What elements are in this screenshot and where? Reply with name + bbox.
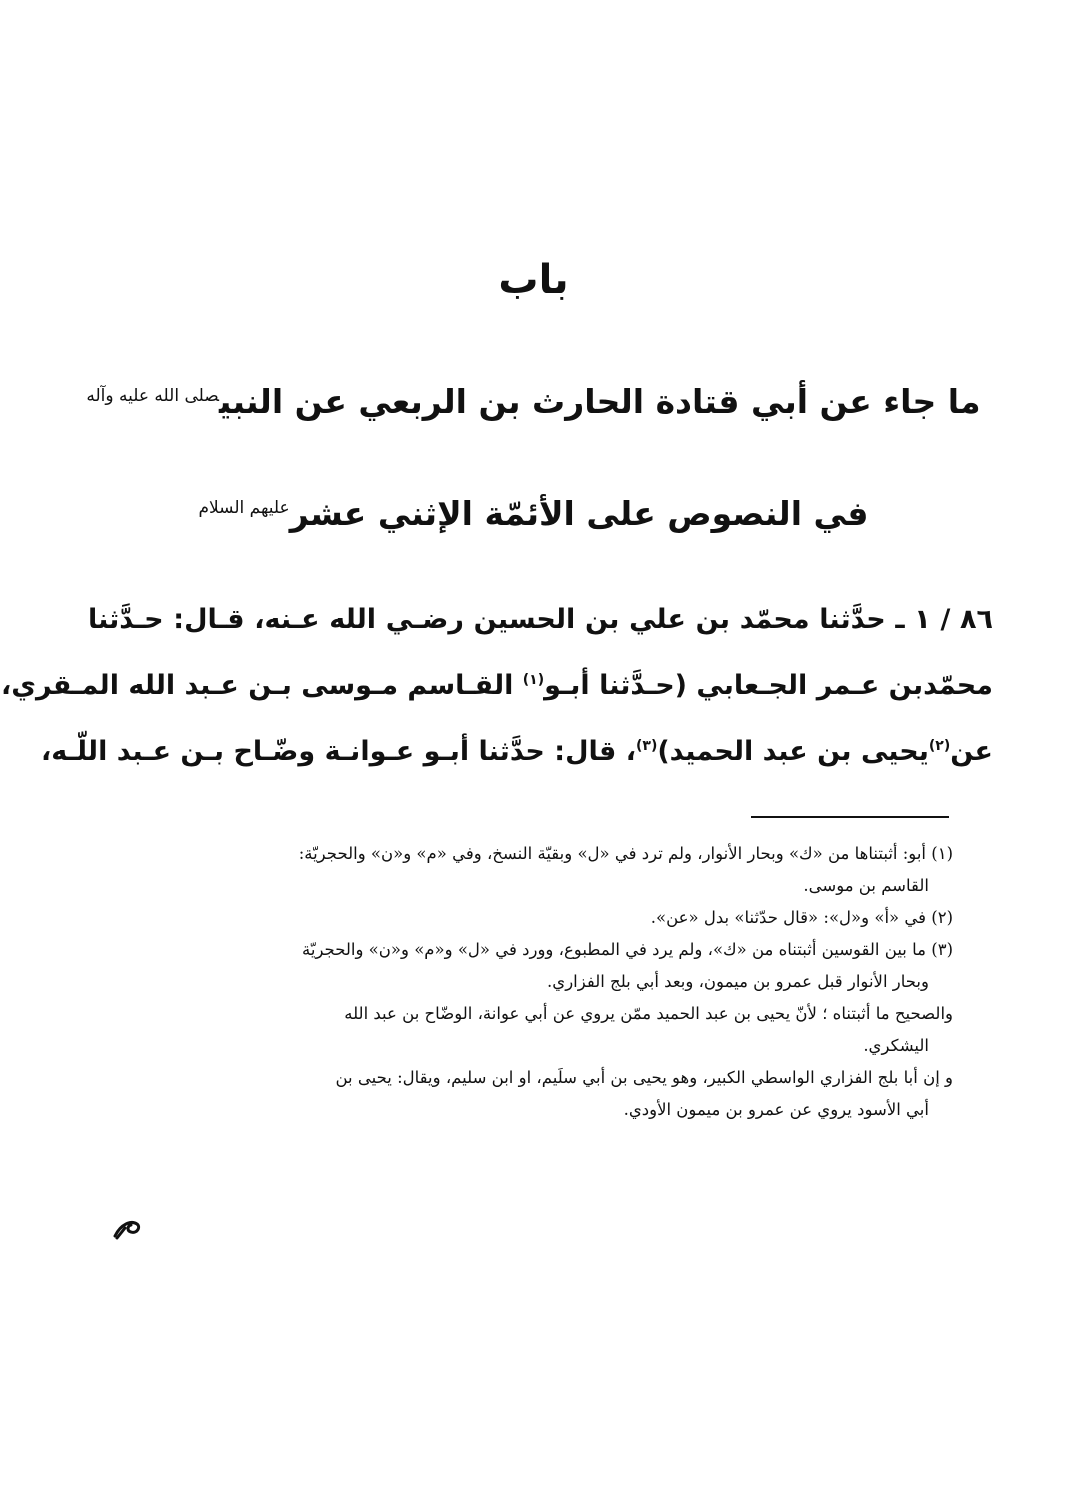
footnote-1-continuation: القاسم بن موسى. xyxy=(803,876,929,895)
footnote-3-note-a xyxy=(88,998,953,1062)
footnotes xyxy=(88,838,953,1126)
footnote-3-note-b-text: و إن أبا بلج الفزاري الواسطي الكبير، وهو يحيى بن أبي سلَيم، او ابن سليم، ويقال: يحيى بن xyxy=(335,1068,953,1087)
hadith-line-1: ٨٦ / ١ ـ حدَّثنا محمّد بن علي بن الحسين رضـي الله عـنه، قـال: حـدَّثنا xyxy=(88,604,993,635)
footnote-divider xyxy=(751,816,949,818)
page-end-ornament-icon xyxy=(107,1206,147,1246)
footnote-3-note-b-continuation: أبي الأسود يروي عن عمرو بن ميمون الأودي. xyxy=(623,1100,929,1119)
hadith-line-3-part-1: عن xyxy=(950,736,993,767)
chapter-title-text-2: في النصوص على الأئمّة الإثني عشر xyxy=(289,494,869,533)
footnote-3-continuation: وبحار الأنوار قبل عمرو بن ميمون، وبعد أبي بلج الفزاري. xyxy=(547,972,929,991)
hadith-line-3-part-2: يحيى بن عبد الحميد) xyxy=(657,736,929,767)
honorific-alayhim-salam: عليهم السلام xyxy=(198,498,290,518)
chapter-title-text-1: ما جاء عن أبي قتادة الحارث بن الربعي عن النبي xyxy=(219,382,981,421)
hadith-line-2-part-2: القـاسم مـوسى بـن عـبد الله المـقري، xyxy=(1,670,523,701)
chapter-title-line-1 xyxy=(60,368,1007,430)
footnote-ref-3[interactable]: (٣) xyxy=(635,738,658,754)
hadith-line-2-part-1: محمّدبن عـمر الجـعابي (حـدَّثنا أبـو xyxy=(544,670,993,701)
hadith-text xyxy=(1,590,993,782)
footnote-ref-1[interactable]: (١) xyxy=(522,672,545,688)
footnote-3-text: (٣) ما بين القوسين أثبتناه من «ك»، ولم يرد في المطبوع، وورد في «ل» و«م» و«ن» والحجريّة xyxy=(302,940,953,959)
hadith-line-3 xyxy=(41,716,993,782)
footnote-3-note-b xyxy=(88,1062,953,1126)
footnote-ref-2[interactable]: (٢) xyxy=(928,738,951,754)
footnote-1-text: (١) أبو: أثبتناها من «ك» وبحار الأنوار، ولم ترد في «ل» وبقيّة النسخ، وفي «م» و«ن» والحجريّة: xyxy=(298,844,953,863)
hadith-line-2 xyxy=(1,650,993,716)
footnote-1 xyxy=(88,838,953,902)
footnote-3-note-a-continuation: اليشكري. xyxy=(863,1036,929,1055)
chapter-title-line-2 xyxy=(60,480,1007,542)
hadith-line-3-part-3: ، قال: حدَّثنا أبـو عـوانـة وضّـاح بـن عـبد اللّـه، xyxy=(41,736,636,767)
footnote-2-text: (٢) في «أ» و«ل»: «قال حدّثنا» بدل «عن». xyxy=(650,908,953,927)
honorific-salawat: صلى الله عليه وآله xyxy=(86,386,220,406)
footnote-3 xyxy=(88,934,953,998)
footnote-2 xyxy=(88,902,953,934)
footnote-3-note-a-text: والصحيح ما أثبتناه ؛ لأنّ يحيى بن عبد الحميد ممّن يروي عن أبي عوانة، الوضّاح بن عبد الله xyxy=(344,1004,953,1023)
chapter-label: باب xyxy=(498,257,569,303)
